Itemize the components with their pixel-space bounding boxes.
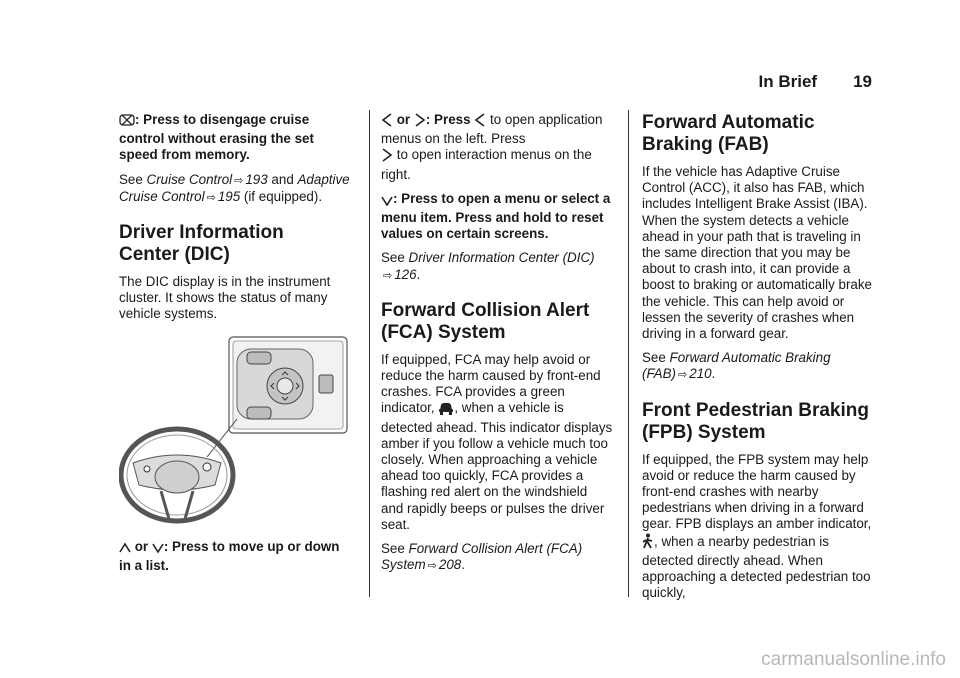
updown-paragraph: or : Press to move up or down in a list.	[119, 538, 340, 573]
checkmark-select-icon	[381, 194, 393, 210]
page-reference-arrow-icon: ⇨	[383, 269, 393, 282]
dic-body: The DIC display is in the instrument cluster. It shows the status of many vehicle systems.	[119, 274, 331, 322]
select-description: : Press to open a menu or select a menu item. Press and hold to reset values on certain screens.	[381, 190, 611, 242]
fca-link[interactable]: Forward Collision Alert (FCA) System	[381, 541, 583, 573]
fab-link[interactable]: Forward Automatic Braking (FAB)	[642, 350, 831, 382]
chevron-left-icon	[474, 113, 486, 131]
page-reference-arrow-icon: ⇨	[234, 174, 244, 187]
chevron-up-icon	[119, 542, 131, 558]
cancel-paragraph	[119, 112, 351, 164]
page-reference-arrow-icon: ⇨	[677, 369, 688, 382]
chevron-right-icon	[414, 113, 426, 131]
page-header	[759, 74, 872, 90]
chevron-down-icon	[152, 542, 164, 558]
fpb-body: If equipped, the FPB system may help avoid or reduce the harm caused by front-end crashes with nearby pedestrians when driving in a forward gear. FPB displays an amber indicator, , when a nearby pedestrian is detected directly ahead. When approaching a detected pedestrian too quickly,	[642, 451, 872, 601]
cruise-cancel-icon	[119, 113, 135, 131]
page-number: 19	[853, 72, 872, 91]
updown-description: : Press to move up or down in a list.	[119, 538, 340, 573]
chevron-right-icon	[381, 148, 393, 166]
steering-wheel-illustration	[119, 335, 351, 525]
column-3	[642, 112, 874, 609]
column-2	[381, 112, 613, 582]
page-reference-arrow-icon: ⇨	[206, 191, 216, 204]
dic-heading: Driver Information Center (DIC)	[119, 222, 284, 266]
fca-heading: Forward Collision Alert (FCA) System	[381, 299, 590, 343]
select-paragraph	[381, 191, 613, 243]
vehicle-ahead-icon	[438, 401, 454, 419]
fpb-heading: Front Pedestrian Braking (FPB) System	[642, 399, 869, 443]
fca-body: If equipped, FCA may help avoid or reduce the harm caused by front-end crashes. FCA provides a green indicator, , when a vehicle is detected ahead. This indicator displays amber if you follow a vehicle much too closely. When approaching a vehicle ahead too quickly, FCA provides a flashing red alert on the windshield and rapidly beeps or pulses the driver seat.	[381, 351, 613, 532]
section-title: In Brief	[758, 72, 818, 91]
dic-reference: See Driver Information Center (DIC) ⇨ 126.	[381, 250, 595, 282]
column-divider	[369, 110, 370, 597]
fab-reference: See Forward Automatic Braking (FAB) ⇨ 210.	[642, 350, 831, 382]
leftright-paragraph: or : Press to open application menus on the left. Press to open interaction menus on the right.	[381, 112, 603, 182]
fca-reference: See Forward Collision Alert (FCA) System ⇨ 208.	[381, 541, 583, 573]
cruise-control-link[interactable]: Cruise Control	[146, 171, 233, 187]
watermark: carmanualsonline.info	[761, 648, 946, 670]
pedestrian-ahead-icon	[642, 533, 654, 553]
column-divider	[628, 110, 629, 597]
cruise-reference: See Cruise Control ⇨ 193 and Adaptive Cruise Control ⇨ 195 (if equipped).	[119, 171, 350, 204]
fab-heading: Forward Automatic Braking (FAB)	[642, 112, 815, 155]
page-reference-arrow-icon: ⇨	[427, 560, 437, 573]
dic-link[interactable]: Driver Information Center (DIC)	[408, 250, 595, 266]
column-1	[119, 112, 351, 582]
fab-body: If the vehicle has Adaptive Cruise Control (ACC), it also has FAB, which includes Intelligent Brake Assist (IBA). When the system detects a vehicle ahead in your path that is traveling in the same direction that you may be about to crash into, it can provide a boost to braking or automatically brake the vehicle. This can help avoid or lessen the severity of crashes when driving in a forward gear.	[642, 164, 872, 342]
cancel-description: : Press to disengage cruise control without erasing the set speed from memory.	[119, 112, 314, 163]
adaptive-cruise-link[interactable]: Adaptive Cruise Control	[119, 171, 350, 204]
chevron-left-icon	[381, 113, 393, 131]
